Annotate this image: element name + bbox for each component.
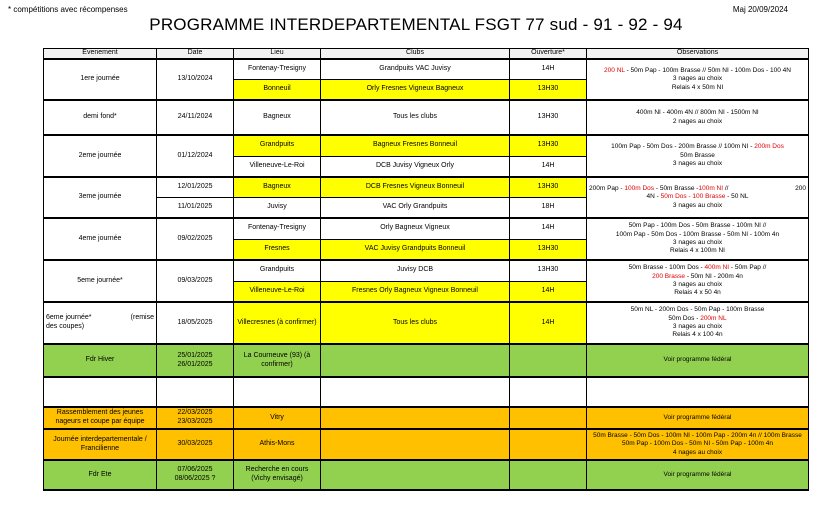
date-text: 08/06/2025 ? <box>174 475 216 482</box>
date-text: 23/03/2025 <box>177 418 213 425</box>
date-text: 22/03/2025 <box>177 409 213 417</box>
lieu-cell: Villeneuve-Le-Roi <box>234 281 321 302</box>
event-cell: 5eme journée* <box>44 260 157 302</box>
table-row <box>44 260 809 281</box>
clubs-cell <box>321 407 510 429</box>
clubs-cell: Tous les clubs <box>321 302 510 344</box>
obs-text: 3 nages au choix <box>672 281 723 288</box>
obs-text: Relais 4 x 100 4n <box>672 331 723 339</box>
date-cell: 12/01/2025 <box>157 177 234 197</box>
ouverture-cell: 18H <box>510 197 587 218</box>
event-cell: Rassemblement des jeunes nageurs et coupe par équipe <box>44 407 157 429</box>
obs-text: - 50m Pap // <box>729 264 767 272</box>
date-text: 25/01/2025 <box>177 351 213 359</box>
event-cell: Fdr Hiver <box>44 344 157 377</box>
empty-cell <box>587 377 809 407</box>
obs-text: 3 nages au choix <box>672 323 723 330</box>
lieu-cell: Villeneuve-Le-Roi <box>234 156 321 177</box>
date-cell: 13/10/2024 <box>157 59 234 100</box>
ouverture-cell <box>510 407 587 429</box>
lieu-cell: Villecresnes (à confirmer) <box>234 302 321 344</box>
date-text: 07/06/2025 <box>177 466 213 474</box>
ouverture-cell <box>510 344 587 377</box>
event-cell: 3eme journée <box>44 177 157 218</box>
empty-cell <box>510 377 587 407</box>
observations-cell <box>587 429 809 460</box>
obs-text: 50m Brasse - 100m Dos - <box>628 264 705 272</box>
clubs-cell <box>321 344 510 377</box>
event-cell: Journée interdepartementale / Francilienne <box>44 429 157 460</box>
observations-cell <box>587 59 809 100</box>
date-cell: 09/03/2025 <box>157 260 234 302</box>
obs-text: 50m Brasse - 50m Dos - 100m NI - 100m Pap - 200m 4n // 100m Brasse <box>593 431 802 439</box>
lieu-cell: Athis-Mons <box>234 429 321 460</box>
obs-red-text: 200m NL <box>700 314 727 322</box>
event-cell: 2eme journée <box>44 135 157 177</box>
obs-text: - 50m Pap - 100m Brasse // 50m NI - 100m Dos - 100 4N <box>624 66 791 74</box>
clubs-cell: Bagneux Fresnes Bonneuil <box>321 135 510 156</box>
obs-red-text: 200 NL <box>604 66 625 74</box>
ouverture-cell: 14H <box>510 59 587 79</box>
lieu-cell: Recherche en cours (Vichy envisagé) <box>234 460 321 490</box>
obs-text: 100m Pap - 50m Dos - 100m Brasse - 50m NI - 100m 4n <box>615 230 780 238</box>
ouverture-cell: 13H30 <box>510 135 587 156</box>
ouverture-cell: 14H <box>510 156 587 177</box>
obs-text: 200m Pap - <box>589 184 625 192</box>
obs-red-text: 50m Dos - 100 Brasse <box>660 193 726 201</box>
observations-cell <box>587 177 809 218</box>
obs-text: // <box>723 184 729 192</box>
obs-text: 3 nages au choix <box>672 201 723 209</box>
obs-text: 4 nages au choix <box>672 448 723 456</box>
col-observations: Observations <box>587 49 809 60</box>
table-row <box>44 177 809 197</box>
obs-text: 50m NL - 200m Dos - 50m Pap - 100m Brasse <box>630 306 765 314</box>
update-date: Maj 20/09/2024 <box>732 5 788 14</box>
ouverture-cell: 13H30 <box>510 100 587 135</box>
obs-text: 50m Dos - <box>668 314 701 322</box>
lieu-cell: La Courneuve (93) (à confirmer) <box>234 344 321 377</box>
event-cell <box>44 302 157 344</box>
obs-text: 50m Pap - 100m Dos - 50m NI - 50m Pap - 100m 4n <box>621 440 773 448</box>
observations-cell: Voir programme fédéral <box>587 344 809 377</box>
competitions-note: * compétitions avec récompenses <box>8 5 128 14</box>
date-cell <box>157 344 234 377</box>
lieu-cell: Grandpuits <box>234 260 321 281</box>
obs-red-text: 100m Dos <box>624 184 655 192</box>
lieu-cell: Fresnes <box>234 239 321 260</box>
obs-text: 3 nages au choix <box>672 239 723 246</box>
empty-cell <box>234 377 321 407</box>
observations-cell: Voir programme fédéral <box>587 407 809 429</box>
obs-text: 4N - <box>646 193 661 201</box>
date-cell <box>157 460 234 490</box>
obs-text: 50m Pap - 100m Dos - 50m Brasse - 100m NI // <box>628 222 767 230</box>
event-cell: 1ere journée <box>44 59 157 100</box>
ouverture-cell <box>510 429 587 460</box>
obs-text: 3 nages au choix <box>672 75 723 83</box>
ouverture-cell: 14H <box>510 281 587 302</box>
obs-text: - 50 NL <box>725 193 749 201</box>
ouverture-cell <box>510 460 587 490</box>
obs-text: Relais 4 x 100m NI <box>670 247 725 255</box>
clubs-cell: Fresnes Orly Bagneux Vigneux Bonneuil <box>321 281 510 302</box>
clubs-cell: VAC Orly Grandpuits <box>321 197 510 218</box>
obs-text: 3 nages au choix <box>672 160 723 168</box>
date-cell <box>157 407 234 429</box>
empty-cell <box>321 377 510 407</box>
clubs-cell: DCB Fresnes Vigneux Bonneuil <box>321 177 510 197</box>
lieu-cell: Fontenay-Tresigny <box>234 59 321 79</box>
lieu-cell: Bagneux <box>234 177 321 197</box>
clubs-cell: VAC Juvisy Grandpuits Bonneuil <box>321 239 510 260</box>
table-row <box>44 344 809 377</box>
col-evenement: Evenement <box>44 49 157 60</box>
clubs-cell: Orly Bagneux Vigneux <box>321 218 510 239</box>
obs-text: 2 nages au choix <box>672 117 723 125</box>
empty-cell <box>157 377 234 407</box>
observations-cell <box>587 260 809 302</box>
obs-text: Relais 4 x 50 4n <box>674 289 721 297</box>
date-cell: 11/01/2025 <box>157 197 234 218</box>
header-row <box>44 49 809 60</box>
date-cell: 24/11/2024 <box>157 100 234 135</box>
observations-cell <box>587 135 809 177</box>
observations-cell <box>587 218 809 260</box>
event-cell: Fdr Ete <box>44 460 157 490</box>
clubs-cell: Tous les clubs <box>321 100 510 135</box>
table-row <box>44 302 809 344</box>
col-ouverture: Ouverture* <box>510 49 587 60</box>
date-cell: 09/02/2025 <box>157 218 234 260</box>
ouverture-cell: 13H30 <box>510 177 587 197</box>
event-text: des coupes) <box>46 323 85 330</box>
table-row <box>44 135 809 156</box>
obs-red-text: 200 Brasse <box>652 272 686 280</box>
ouverture-cell: 13H30 <box>510 239 587 260</box>
event-text: (remise <box>130 314 154 322</box>
obs-text: Relais 4 x 50m NI <box>671 83 724 91</box>
obs-red-text: 200m Dos <box>754 143 784 151</box>
event-cell: demi fond* <box>44 100 157 135</box>
obs-text: 400m NI - 400m 4N // 800m NI - 1500m NI <box>636 109 759 117</box>
event-cell: 4eme journée <box>44 218 157 260</box>
observations-cell <box>587 302 809 344</box>
table-row <box>44 460 809 490</box>
clubs-cell: DCB Juvisy Vigneux Orly <box>321 156 510 177</box>
col-lieu: Lieu <box>234 49 321 60</box>
col-date: Date <box>157 49 234 60</box>
obs-text: - 50m NI - 200m 4n <box>685 272 743 280</box>
event-text: 6eme journée* <box>46 314 92 322</box>
lieu-cell: Grandpuits <box>234 135 321 156</box>
ouverture-cell: 14H <box>510 218 587 239</box>
date-cell: 18/05/2025 <box>157 302 234 344</box>
lieu-cell: Vitry <box>234 407 321 429</box>
obs-text: 100m Pap - 50m Dos - 200m Brasse // 100m NI - <box>611 143 755 151</box>
empty-cell <box>44 377 157 407</box>
obs-text: - 50m Brasse - <box>654 184 699 192</box>
observations-cell: Voir programme fédéral <box>587 460 809 490</box>
clubs-cell <box>321 429 510 460</box>
lieu-cell: Bonneuil <box>234 79 321 100</box>
lieu-cell: Bagneux <box>234 100 321 135</box>
col-clubs: Clubs <box>321 49 510 60</box>
clubs-cell <box>321 460 510 490</box>
lieu-cell: Fontenay-Tresigny <box>234 218 321 239</box>
obs-text: 50m Brasse <box>680 151 715 159</box>
table-row <box>44 429 809 460</box>
table-row <box>44 59 809 79</box>
ouverture-cell: 13H30 <box>510 79 587 100</box>
clubs-cell: Juvisy DCB <box>321 260 510 281</box>
obs-red-text: 100m NI <box>698 184 724 192</box>
page-title: PROGRAMME INTERDEPARTEMENTAL FSGT 77 sud - 91 - 92 - 94 <box>149 15 683 34</box>
programme-table <box>43 48 809 491</box>
lieu-cell: Juvisy <box>234 197 321 218</box>
table-row <box>44 407 809 429</box>
obs-text: 200 <box>795 184 806 192</box>
date-cell: 01/12/2024 <box>157 135 234 177</box>
ouverture-cell: 13H30 <box>510 260 587 281</box>
clubs-cell: Grandpuits VAC Juvisy <box>321 59 510 79</box>
observations-cell <box>587 100 809 135</box>
ouverture-cell: 14H <box>510 302 587 344</box>
obs-red-text: 400m NI <box>704 264 730 272</box>
date-text: 26/01/2025 <box>177 360 213 368</box>
date-cell: 30/03/2025 <box>157 429 234 460</box>
table-row <box>44 100 809 135</box>
table-row <box>44 218 809 239</box>
clubs-cell: Orly Fresnes Vigneux Bagneux <box>321 79 510 100</box>
table-row <box>44 377 809 407</box>
